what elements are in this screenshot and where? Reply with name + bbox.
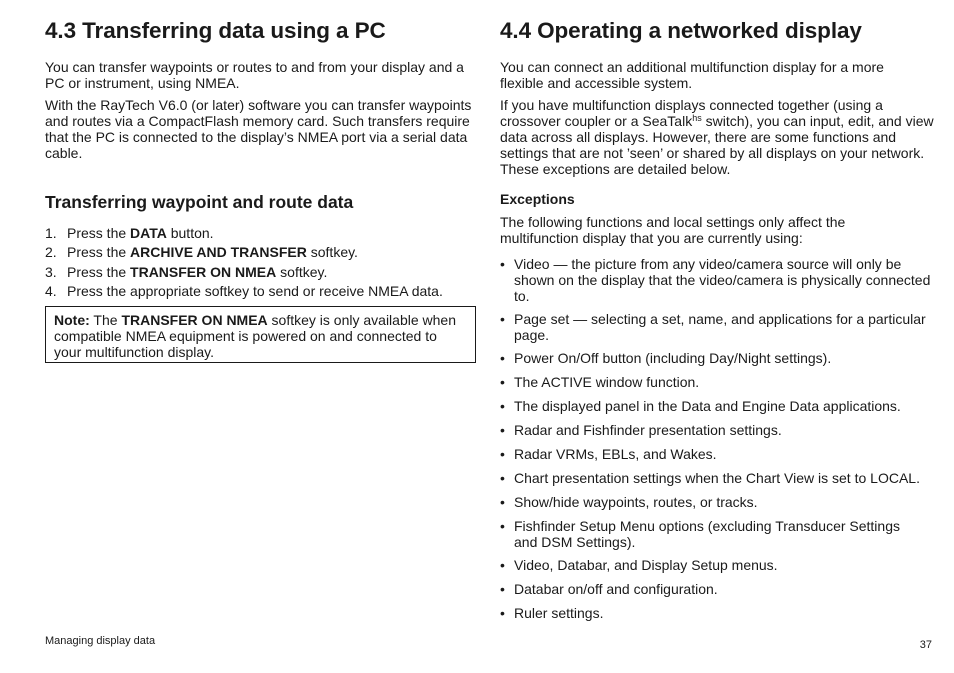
exception-item: [500, 557, 940, 573]
intro-paragraph-1: You can transfer waypoints or routes to and from your display and a PC or instrument, using NMEA.: [45, 59, 464, 91]
exception-text: The displayed panel in the Data and Engine Data applications.: [514, 398, 901, 414]
step-number: 4.: [45, 282, 57, 299]
step-text-end: softkey.: [276, 263, 328, 280]
step-text: Press the appropriate softkey to send or receive NMEA data.: [67, 282, 443, 299]
exception-item: [500, 581, 940, 597]
exception-item: [500, 518, 940, 550]
bullet-icon: •: [500, 311, 505, 327]
bullet-icon: •: [500, 518, 505, 534]
networked-paragraph-1: You can connect an additional multifunction display for a more flexible and accessible system.: [500, 59, 884, 91]
exception-item: [500, 398, 940, 414]
step-number: 2.: [45, 244, 57, 261]
exception-item: [500, 311, 940, 343]
bullet-icon: •: [500, 374, 505, 390]
bullet-icon: •: [500, 398, 505, 414]
step-text-end: button.: [166, 225, 214, 241]
footer-section-name: Managing display data: [45, 635, 156, 647]
exception-item: [500, 422, 940, 438]
steps-list: [45, 225, 480, 302]
step-item: [45, 283, 480, 302]
exception-text: Video, Databar, and Display Setup menus.: [514, 557, 778, 573]
step-text: Press the: [67, 263, 131, 280]
exception-item: [500, 350, 940, 366]
step-number: 1.: [45, 225, 57, 241]
exception-text: Radar and Fishfinder presentation settings.: [514, 422, 782, 438]
exception-item: [500, 494, 940, 510]
page-number: 37: [919, 639, 932, 651]
bullet-icon: •: [500, 494, 505, 510]
exception-text: Radar VRMs, EBLs, and Wakes.: [514, 446, 717, 462]
exception-item: [500, 470, 940, 486]
exception-text: Databar on/off and configuration.: [514, 581, 718, 597]
bullet-icon: •: [500, 605, 505, 621]
note-text: The: [89, 312, 122, 328]
step-number: 3.: [45, 263, 57, 280]
step-key-label: ARCHIVE AND TRANSFER: [130, 244, 307, 261]
step-text: Press the: [67, 225, 131, 241]
exception-item: [500, 446, 940, 462]
exception-text: Page set — selecting a set, name, and applications for a particular page.: [514, 311, 926, 343]
bullet-icon: •: [500, 470, 505, 486]
step-key-label: DATA: [130, 225, 167, 241]
exception-text: Chart presentation settings when the Chart View is set to LOCAL.: [514, 470, 920, 486]
section-title-4-3: 4.3 Transferring data using a PC: [45, 18, 386, 43]
exception-item: [500, 605, 940, 621]
step-item: [45, 225, 480, 244]
exceptions-heading: Exceptions: [500, 191, 575, 207]
step-key-label: TRANSFER ON NMEA: [130, 263, 277, 280]
bullet-icon: •: [500, 350, 505, 366]
intro-paragraph-2: With the RayTech V6.0 (or later) software you can transfer waypoints and routes via a CompactFlash memory card. Such transfers require that the PC is connected to the display’s NMEA port via a serial data cable.: [45, 97, 472, 161]
networked-paragraph-2-start: If you have multifunction displays connected together (using a crossover coupler or a SeaTalk: [500, 97, 883, 129]
subheading-transferring: Transferring waypoint and route data: [45, 192, 354, 212]
exception-text: Video — the picture from any video/camera source will only be shown on the display that the video/camera is physically connected to.: [514, 256, 931, 304]
exception-text: Fishfinder Setup Menu options (excluding Transducer Settings and DSM Settings).: [514, 518, 900, 550]
seatalk-superscript: hs: [692, 113, 702, 123]
step-text-end: softkey.: [306, 244, 358, 261]
exception-item: [500, 256, 940, 304]
step-item: [45, 244, 480, 263]
exception-text: Show/hide waypoints, routes, or tracks.: [514, 494, 758, 510]
networked-paragraph-2: [500, 97, 940, 177]
step-item: [45, 264, 480, 283]
bullet-icon: •: [500, 581, 505, 597]
exception-item: [500, 374, 940, 390]
bullet-icon: •: [500, 256, 505, 272]
note-key-label: TRANSFER ON NMEA: [121, 312, 268, 328]
exceptions-intro: The following functions and local settings only affect the multifunction display that you are currently using:: [500, 214, 846, 246]
step-text: Press the: [67, 244, 131, 261]
exception-text: The ACTIVE window function.: [514, 374, 700, 390]
exception-text: Ruler settings.: [514, 605, 604, 621]
section-title-4-4: 4.4 Operating a networked display: [500, 18, 862, 43]
bullet-icon: •: [500, 422, 505, 438]
note-box: [45, 306, 476, 363]
networked-paragraph-2-end: switch), you can input, edit, and view data across all displays. However, there are some functions and settings that are not ’seen’ or shared by all displays on your network. These exceptions are detailed below.: [500, 113, 934, 177]
exception-text: Power On/Off button (including Day/Night settings).: [514, 350, 832, 366]
bullet-icon: •: [500, 446, 505, 462]
note-text-end: softkey is only available when compatible NMEA equipment is powered on and connected to your multifunction display.: [54, 312, 456, 360]
bullet-icon: •: [500, 557, 505, 573]
note-label: Note:: [54, 312, 90, 328]
